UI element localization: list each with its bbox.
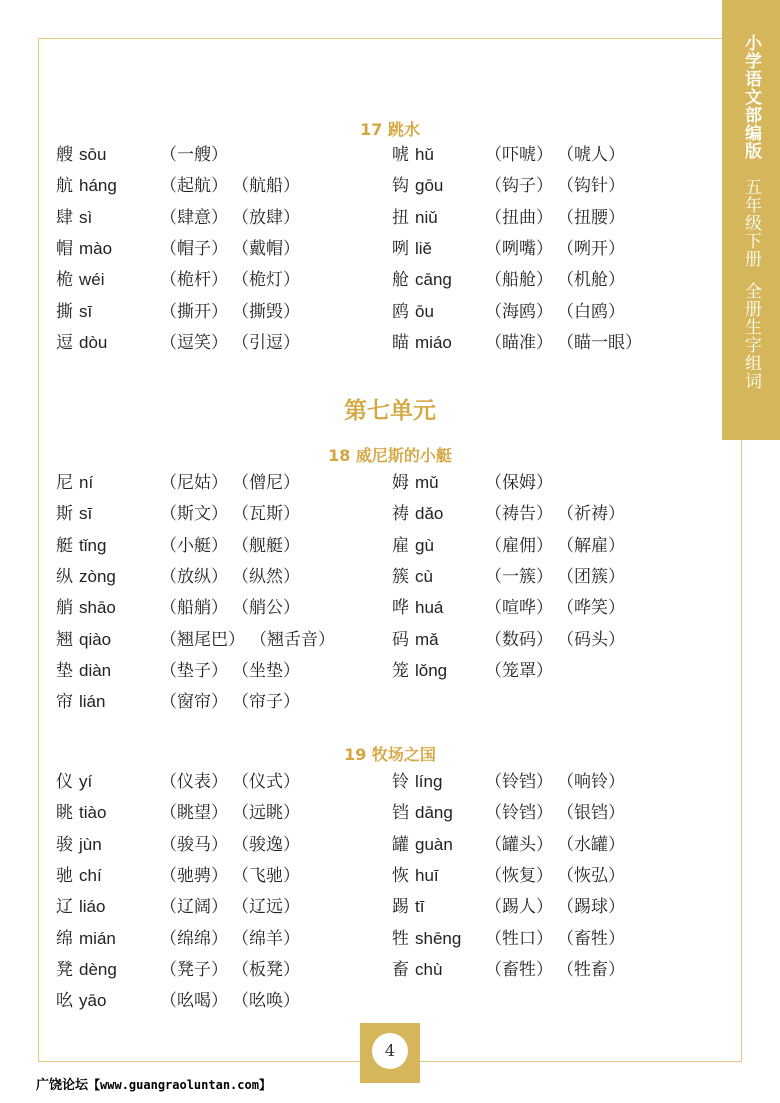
word-1: （凳子） [160,959,228,980]
character: 畜 [392,959,409,980]
character: 帽 [56,238,73,259]
word-1: （小艇） [160,535,228,556]
word-1: （扭曲） [485,207,553,228]
word-entry [56,300,300,324]
word-entry [392,628,625,652]
pinyin: dāng [415,803,453,823]
word-1: （放纵） [160,566,228,587]
pinyin: mián [79,928,116,948]
word-1: （桅杆） [160,270,228,291]
word-1: （船艄） [160,598,228,619]
word-2: （咧开） [557,238,625,259]
character: 祷 [392,504,409,525]
word-entry [56,770,300,794]
word-1: （撕开） [160,301,228,322]
word-entry [56,237,300,261]
pinyin: jùn [79,834,102,854]
word-2: （引逗） [232,332,300,353]
word-1: （眺望） [160,803,228,824]
word-entry [392,206,625,230]
word-entry [56,596,300,620]
word-1: （帽子） [160,238,228,259]
pinyin: mǎ [415,629,439,649]
word-entry [56,565,300,589]
word-2: （唬人） [557,145,625,165]
word-1: （起航） [160,176,228,197]
character: 鸥 [392,301,409,322]
character: 艘 [56,145,73,165]
character: 姆 [392,473,409,493]
word-1: （铃铛） [485,803,553,824]
word-1: （逗笑） [160,332,228,353]
word-entry [56,174,300,198]
word-entry [392,801,625,825]
word-entry [56,690,300,714]
word-2: （戴帽） [232,238,300,259]
word-2: （吆唤） [232,991,300,1012]
pinyin: líng [415,772,443,791]
character: 尼 [56,473,73,493]
word-entry [392,534,625,558]
word-entry [392,471,553,495]
word-1: （雇佣） [485,535,553,556]
word-1: （翘尾巴） [160,629,245,650]
word-1: （恢复） [485,865,553,886]
word-1: （辽阔） [160,897,228,918]
word-2: （辽远） [232,897,300,918]
character: 纵 [56,566,73,587]
pinyin: lǒng [415,660,448,680]
word-entry [392,659,553,683]
character: 艄 [56,598,73,619]
word-entry [56,534,300,558]
word-1: （仪表） [160,772,228,792]
word-2: （团簇） [557,566,625,587]
word-entry [56,659,300,683]
word-1: （一簇） [485,566,553,587]
word-entry [56,471,300,495]
character: 撕 [56,301,73,322]
character: 钩 [392,176,409,197]
word-2: （坐垫） [232,660,300,681]
pinyin: guàn [415,834,453,854]
word-1: （吆喝） [160,991,228,1012]
character: 斯 [56,504,73,525]
word-entry [56,927,300,951]
word-1: （船舱） [485,270,553,291]
word-entry [392,502,625,526]
character: 肆 [56,207,73,228]
word-1: （保姆） [485,473,553,493]
pinyin: tǐng [79,535,107,555]
character: 码 [392,629,409,650]
lesson-title-19: 19 牧场之国 [344,745,436,764]
word-entry [56,331,300,355]
page-number: 4 [372,1033,408,1069]
word-2: （瞄一眼） [557,332,642,353]
pinyin: tiào [79,803,107,823]
word-1: （牲口） [485,928,553,949]
pinyin: hǔ [415,145,434,164]
word-1: （罐头） [485,834,553,855]
character: 铃 [392,772,409,792]
character: 牲 [392,928,409,949]
word-2: （放肆） [232,207,300,228]
word-entry [56,628,335,652]
word-entry [56,864,300,888]
character: 骏 [56,834,73,855]
word-1: （肆意） [160,207,228,228]
word-entry [56,801,300,825]
character: 绵 [56,928,73,949]
word-2: （码头） [557,629,625,650]
word-entry [392,143,625,167]
lesson-title-17: 17 跳水 [360,120,420,139]
word-1: （喧哗） [485,598,553,619]
pinyin: ní [79,473,94,492]
character: 哗 [392,598,409,619]
character: 吆 [56,991,73,1012]
pinyin: chù [415,959,443,979]
pinyin: huá [415,598,444,618]
word-2: （畜牲） [557,928,625,949]
character: 桅 [56,270,73,291]
word-entry [392,958,625,982]
word-2: （航船） [232,176,300,197]
word-2: （仪式） [232,772,300,792]
word-2: （桅灯） [232,270,300,291]
word-entry [392,895,625,919]
word-1: （尼姑） [160,473,228,493]
pinyin: zòng [79,566,116,586]
sidebar-subject: 全册生字组词 [741,282,761,390]
character: 扭 [392,207,409,228]
word-1: （窗帘） [160,692,228,713]
pinyin: sōu [79,145,107,164]
character: 翘 [56,629,73,650]
word-2: （艄公） [232,598,300,619]
footer-site: 广饶论坛 [36,1078,89,1093]
word-1: （垫子） [160,660,228,681]
word-1: （数码） [485,629,553,650]
sidebar-grade: 五年级下册 [741,178,761,268]
pinyin: yí [79,772,93,791]
sidebar-title: 小学语文部编版 [741,34,761,160]
word-2: （水罐） [557,834,625,855]
word-entry [56,206,300,230]
word-entry [56,958,300,982]
word-1: （骏马） [160,834,228,855]
character: 唬 [392,145,409,165]
word-2: （解雇） [557,535,625,556]
word-entry [392,833,625,857]
pinyin: háng [79,176,117,196]
character: 辽 [56,897,73,918]
word-1: （瞄准） [485,332,553,353]
pinyin: tī [415,897,425,917]
word-entry [392,300,625,324]
word-1: （海鸥） [485,301,553,322]
character: 罐 [392,834,409,855]
word-entry [392,331,642,355]
word-entry [392,596,625,620]
pinyin: dèng [79,959,117,979]
word-entry [56,502,300,526]
word-2: （瓦斯） [232,504,300,525]
pinyin: cù [415,566,433,586]
pinyin: miáo [415,332,452,352]
word-1: （一艘） [160,145,228,165]
word-entry [56,143,228,167]
pinyin: qiào [79,629,112,649]
word-entry [392,268,625,292]
pinyin: gù [415,535,434,555]
character: 笼 [392,660,409,681]
character: 铛 [392,803,409,824]
character: 雇 [392,535,409,556]
pinyin: shēng [415,928,462,948]
pinyin: niǔ [415,207,438,227]
word-entry [392,565,625,589]
word-2: （祈祷） [557,504,625,525]
character: 眺 [56,803,73,824]
word-2: （僧尼） [232,473,300,493]
word-entry [392,237,625,261]
pinyin: yāo [79,991,107,1011]
character: 仪 [56,772,73,792]
pinyin: lián [79,692,106,712]
word-2: （骏逸） [232,834,300,855]
character: 帘 [56,692,73,713]
character: 瞄 [392,332,409,353]
word-1: （绵绵） [160,928,228,949]
word-2: （帘子） [232,692,300,713]
word-2: （牲畜） [557,959,625,980]
word-2: （翘舌音） [250,629,335,650]
word-2: （恢弘） [557,865,625,886]
character: 踢 [392,897,409,918]
word-1: （斯文） [160,504,228,525]
pinyin: shāo [79,598,116,618]
pinyin: liě [415,238,433,258]
word-entry [56,833,300,857]
pinyin: mào [79,238,113,258]
footer [36,1074,271,1093]
word-2: （白鸥） [557,301,625,322]
sidebar-tab [722,0,780,440]
character: 艇 [56,535,73,556]
word-entry [56,895,300,919]
pinyin: huī [415,865,439,885]
character: 舱 [392,270,409,291]
pinyin: sī [79,301,93,321]
character: 垫 [56,660,73,681]
character: 航 [56,176,73,197]
lesson-title-18: 18 威尼斯的小艇 [328,446,452,465]
word-entry [56,268,300,292]
word-1: （铃铛） [485,772,553,792]
word-2: （纵然） [232,566,300,587]
unit-title: 第七单元 [344,398,436,424]
pinyin: sì [79,207,93,227]
word-2: （银铛） [557,803,625,824]
character: 恢 [392,865,409,886]
word-2: （哗笑） [557,598,625,619]
pinyin: wéi [79,270,105,290]
word-2: （绵羊） [232,928,300,949]
pinyin: dòu [79,332,108,352]
character: 逗 [56,332,73,353]
word-1: （祷告） [485,504,553,525]
word-1: （踢人） [485,897,553,918]
word-entry [392,864,625,888]
word-entry [56,989,300,1013]
pinyin: dǎo [415,504,444,524]
word-2: （飞驰） [232,865,300,886]
pinyin: ōu [415,301,434,321]
word-entry [392,927,625,951]
word-1: （笼罩） [485,660,553,681]
pinyin: cāng [415,270,452,290]
pinyin: sī [79,504,93,524]
pinyin: chí [79,865,102,885]
word-1: （畜牲） [485,959,553,980]
character: 凳 [56,959,73,980]
word-2: （远眺） [232,803,300,824]
word-2: （舰艇） [232,535,300,556]
character: 簇 [392,566,409,587]
pinyin: diàn [79,660,112,680]
pinyin: liáo [79,897,106,917]
word-1: （吓唬） [485,145,553,165]
word-2: （撕毁） [232,301,300,322]
word-1: （驰骋） [160,865,228,886]
page-frame [38,38,742,1062]
word-entry [392,174,625,198]
word-2: （钩针） [557,176,625,197]
word-2: （板凳） [232,959,300,980]
word-2: （响铃） [557,772,625,792]
word-1: （咧嘴） [485,238,553,259]
word-2: （机舱） [557,270,625,291]
character: 咧 [392,238,409,259]
word-1: （钩子） [485,176,553,197]
pinyin: mǔ [415,473,439,492]
word-entry [392,770,625,794]
pinyin: gōu [415,176,444,196]
character: 驰 [56,865,73,886]
footer-url: 【www.guangraoluntan.com】 [88,1078,271,1092]
word-2: （扭腰） [557,207,625,228]
word-2: （踢球） [557,897,625,918]
